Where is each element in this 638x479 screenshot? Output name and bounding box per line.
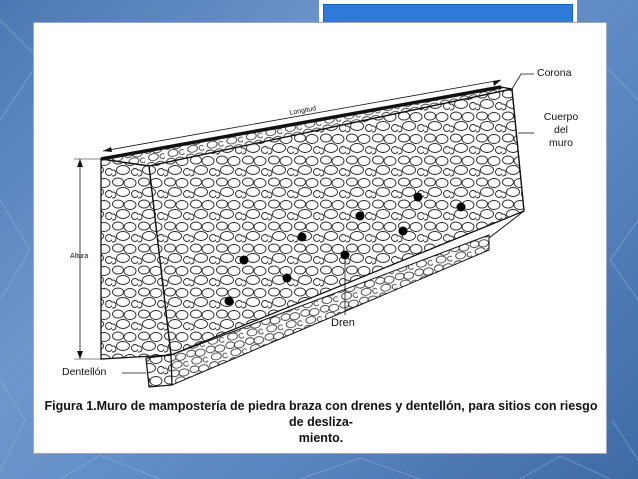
label-cuerpo-line2: del (553, 124, 568, 136)
drain-hole (283, 274, 292, 283)
drain-hole (356, 212, 365, 221)
figure-caption (38, 398, 604, 446)
dentellon-key (146, 355, 172, 387)
height-arrow-bottom (77, 351, 83, 359)
wall-diagram (34, 23, 608, 393)
label-dentellon: Dentellón (62, 366, 107, 378)
label-longitud: Longitud (289, 105, 317, 117)
label-dren: Dren (331, 317, 355, 329)
length-arrow-left (103, 147, 112, 152)
drain-hole (457, 203, 466, 212)
corona-leader (512, 74, 534, 89)
length-arrow-right (493, 80, 501, 86)
drain-hole (399, 227, 408, 236)
figure-panel (33, 22, 607, 454)
label-cuerpo-line1: Cuerpo (543, 111, 579, 123)
caption-line-2: miento. (298, 431, 344, 445)
label-cuerpo-line3: muro (549, 137, 573, 149)
label-corona: Corona (537, 67, 572, 79)
drain-hole (225, 297, 234, 306)
drain-hole (240, 256, 249, 265)
drain-hole (298, 233, 307, 242)
drain-hole (341, 251, 350, 260)
caption-line-1: Figura 1.Muro de mampostería de piedra braza con drenes y dentellón, para sitios con riesgo de desliza- (44, 399, 598, 429)
label-altura: Altura (70, 253, 89, 260)
drain-hole (414, 193, 423, 202)
height-arrow-top (77, 159, 83, 167)
